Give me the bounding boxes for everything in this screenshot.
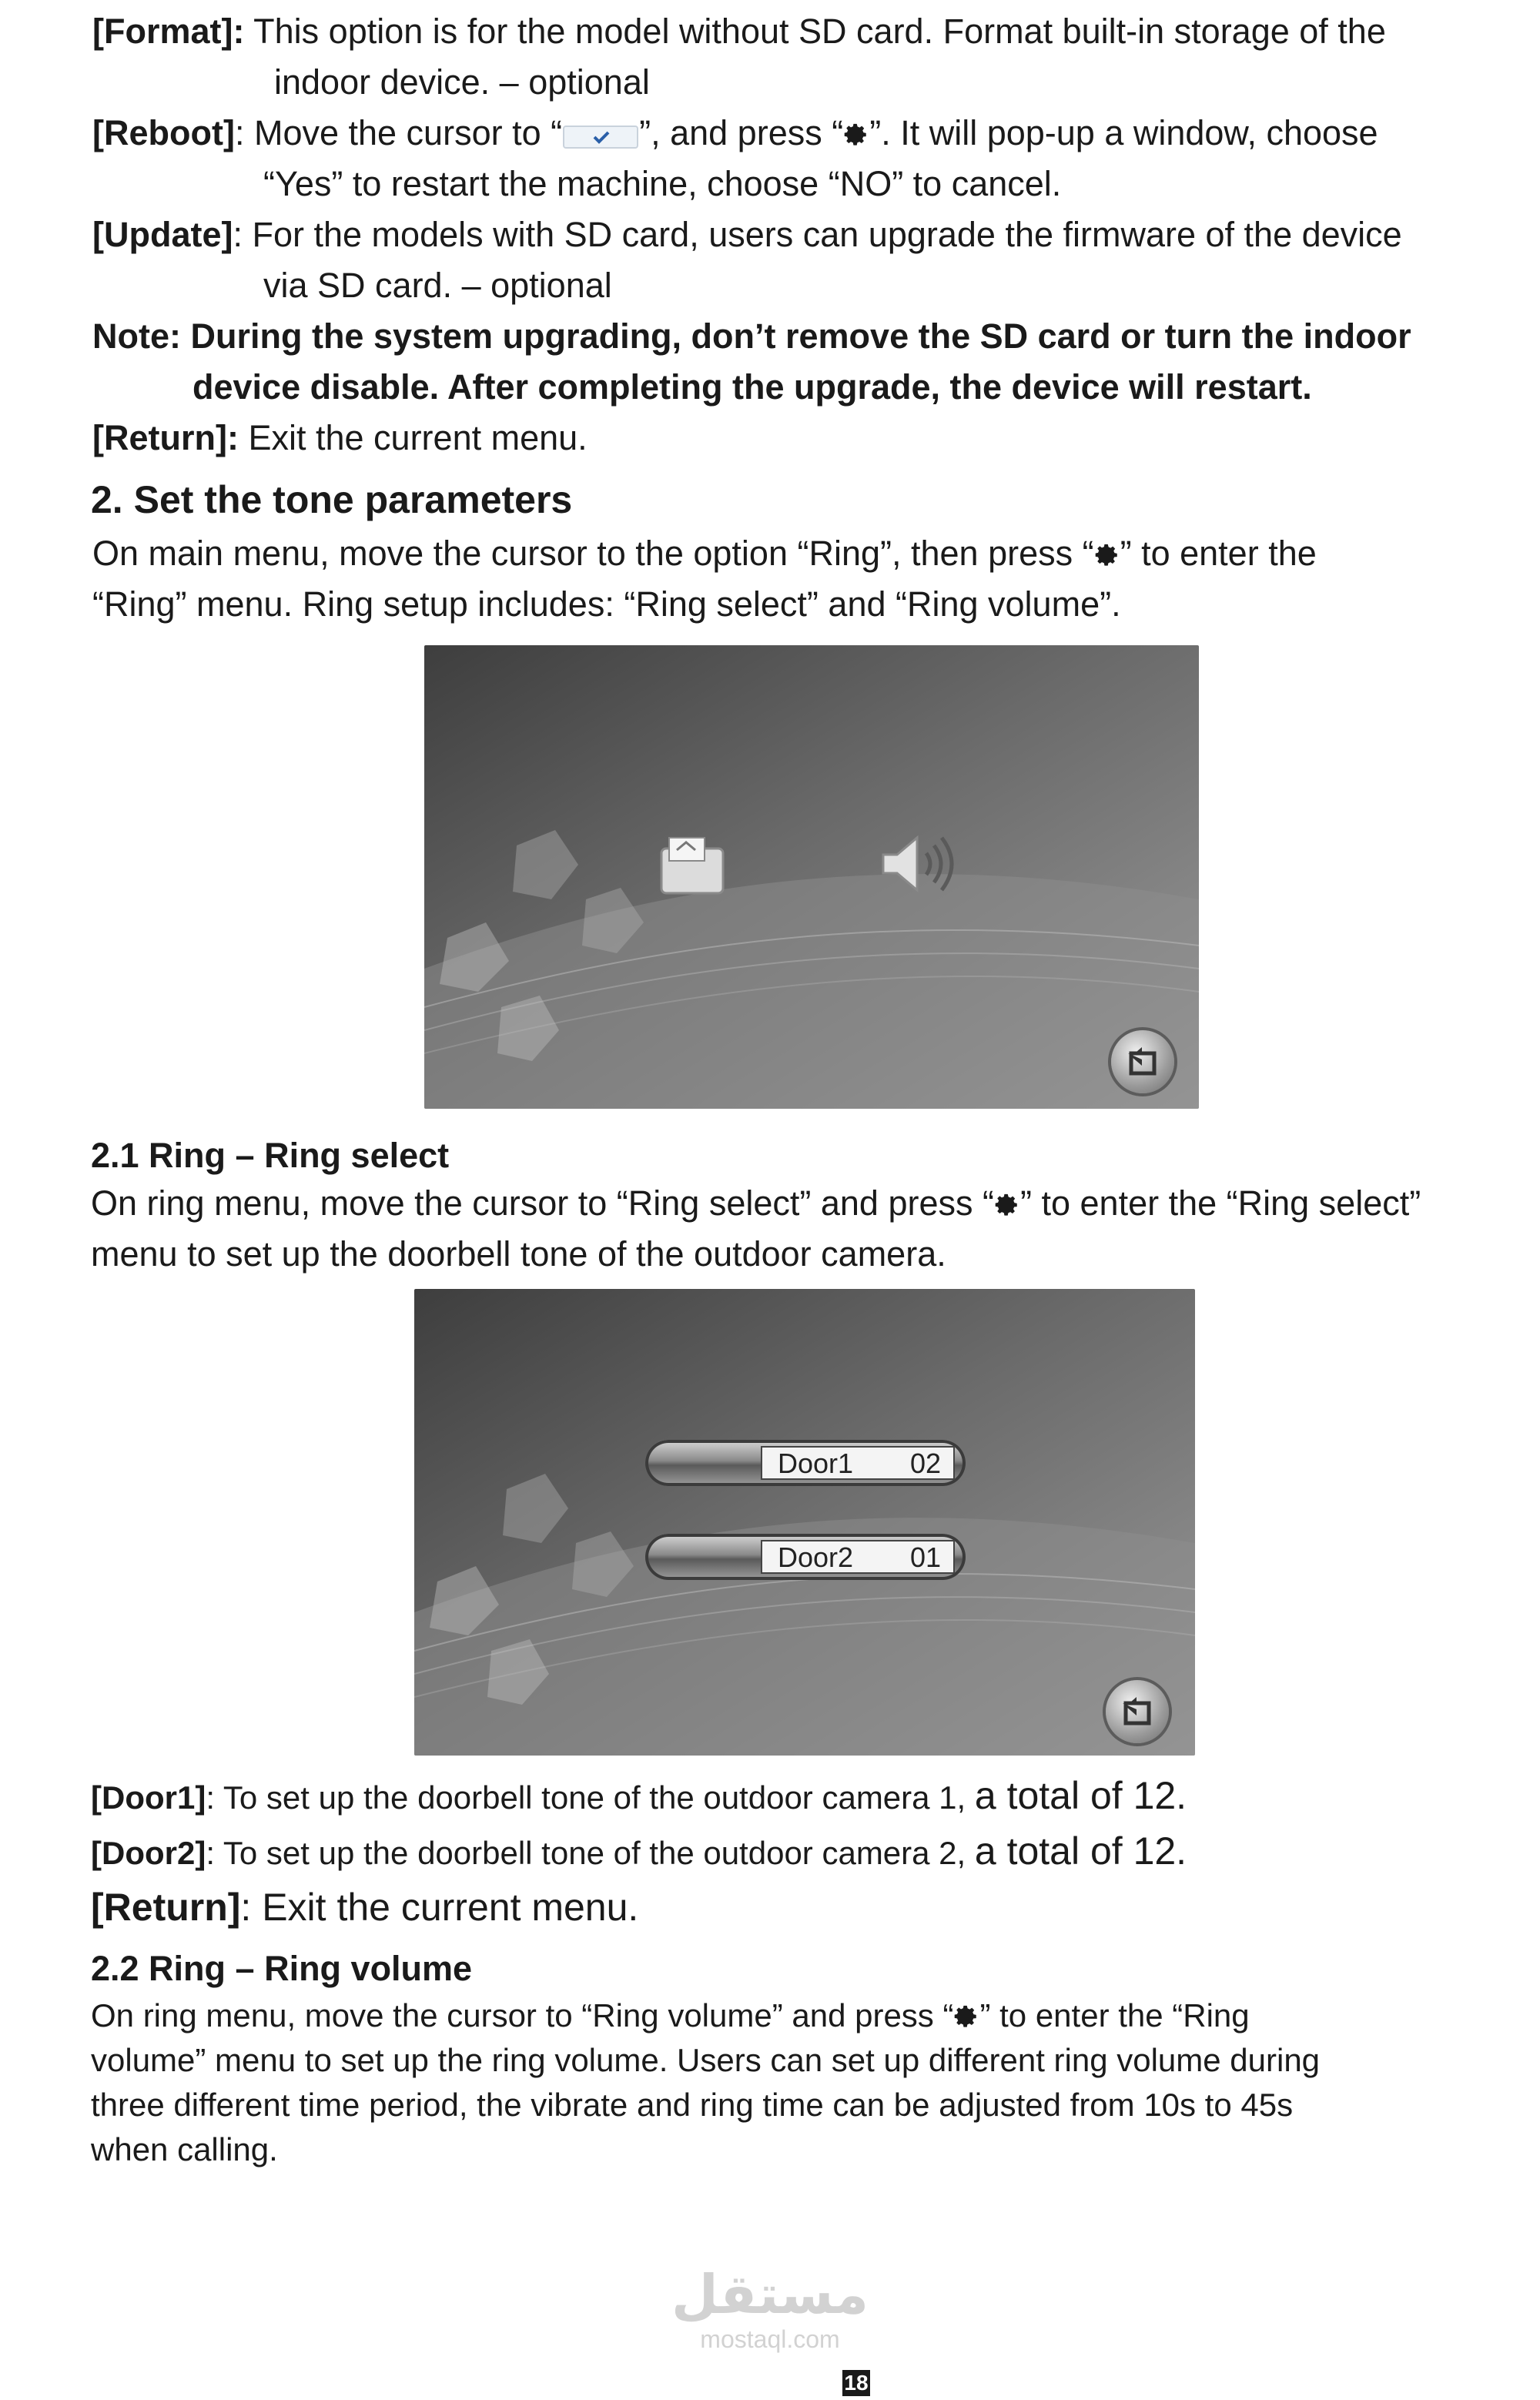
section-2-2-para-line-4: when calling. bbox=[91, 2131, 278, 2167]
format-line-1: [Format]: This option is for the model without SD card. Format built-in storage of the bbox=[92, 12, 1386, 51]
door1-description: [Door1]: To set up the doorbell tone of the outdoor camera 1, a total of 12. bbox=[91, 1774, 1187, 1817]
section-2-heading: 2. Set the tone parameters bbox=[91, 478, 573, 521]
section-2-2-heading: 2.2 Ring – Ring volume bbox=[91, 1949, 473, 1988]
ring-volume-speaker-icon bbox=[875, 827, 960, 901]
format-line-2: indoor device. – optional bbox=[274, 62, 650, 102]
door2-description: [Door2]: To set up the doorbell tone of the outdoor camera 2, a total of 12. bbox=[91, 1829, 1187, 1873]
ring-select-screenshot bbox=[414, 1289, 1195, 1756]
return-line-1: [Return]: Exit the current menu. bbox=[92, 418, 588, 457]
screen-background bbox=[424, 645, 1199, 1109]
ring-select-folder-icon bbox=[655, 827, 729, 901]
gear-icon bbox=[994, 1192, 1020, 1218]
gear-icon bbox=[953, 2003, 979, 2030]
section-2-1-para-line-1: On ring menu, move the cursor to “Ring select” and press “ ” to enter the “Ring select” bbox=[91, 1183, 1421, 1223]
note-line-1: Note: During the system upgrading, don’t remove the SD card or turn the indoor bbox=[92, 316, 1411, 356]
return-icon bbox=[1106, 1680, 1169, 1743]
section-2-1-heading: 2.1 Ring – Ring select bbox=[91, 1136, 450, 1175]
section-2-2-para-line-2: volume” menu to set up the ring volume. Users can set up different ring volume during bbox=[91, 2042, 1321, 2078]
gear-icon bbox=[843, 122, 869, 148]
reboot-line-2: “Yes” to restart the machine, choose “NO” to cancel. bbox=[263, 164, 1062, 203]
section-2-2-para-line-3: three different time period, the vibrate and ring time can be adjusted from 10s to 45s bbox=[91, 2087, 1294, 2123]
door2-field: Door2 01 bbox=[761, 1540, 955, 1574]
ring-menu-screenshot bbox=[424, 645, 1199, 1109]
section-2-para-line-2: “Ring” menu. Ring setup includes: “Ring select” and “Ring volume”. bbox=[92, 584, 1121, 624]
screen-background bbox=[414, 1289, 1195, 1756]
door1-field: Door1 02 bbox=[761, 1446, 955, 1480]
return-icon bbox=[1111, 1030, 1174, 1093]
section-2-1-para-line-2: menu to set up the doorbell tone of the outdoor camera. bbox=[91, 1234, 946, 1274]
return-button[interactable] bbox=[1111, 1030, 1174, 1093]
checkmark-cursor-icon bbox=[562, 123, 639, 151]
section-2-2-para-line-1: On ring menu, move the cursor to “Ring volume” and press “ ” to enter the “Ring bbox=[91, 1997, 1250, 2033]
door2-option[interactable] bbox=[645, 1534, 966, 1580]
update-line-1: [Update]: For the models with SD card, users can upgrade the firmware of the device bbox=[92, 215, 1402, 254]
door1-option[interactable] bbox=[645, 1440, 966, 1486]
section-2-para-line-1: On main menu, move the cursor to the option “Ring”, then press “ ” to enter the bbox=[92, 534, 1317, 573]
reboot-line-1: [Reboot]: Move the cursor to “ ”, and press “ ”. It will pop-up a window, choose bbox=[92, 113, 1378, 152]
watermark: مستقل mostaql.com bbox=[671, 2263, 869, 2353]
return-button[interactable] bbox=[1106, 1680, 1169, 1743]
note-line-2: device disable. After completing the upgrade, the device will restart. bbox=[192, 367, 1312, 407]
return-line-2: [Return]: Exit the current menu. bbox=[91, 1886, 639, 1929]
page-number: 18 bbox=[842, 2370, 870, 2396]
update-line-2: via SD card. – optional bbox=[263, 266, 612, 305]
gear-icon bbox=[1094, 542, 1120, 568]
